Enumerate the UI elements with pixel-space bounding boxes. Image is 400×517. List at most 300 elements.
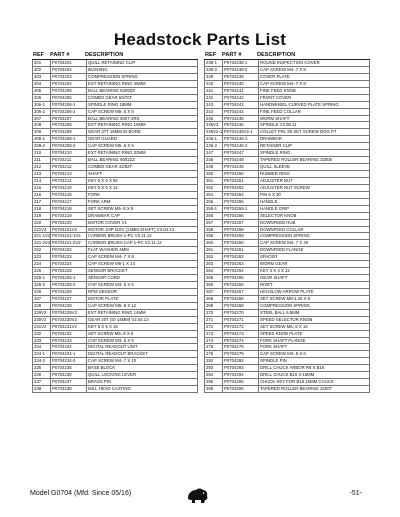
description-cell: EXT RETAINING RING 45MM xyxy=(86,81,198,87)
description-cell: BALL BEARING 6007-2RS xyxy=(86,116,198,122)
ref-cell: 234 xyxy=(32,344,50,350)
description-cell: FRONT COVER xyxy=(258,95,370,101)
ref-cell: 271 xyxy=(204,317,222,323)
description-cell: COMPRESSION SPRING xyxy=(86,74,198,80)
ref-cell: 261 xyxy=(204,247,222,253)
part-number-cell: P0704206 xyxy=(50,95,86,101)
part-number-cell: P0704254 xyxy=(222,192,258,198)
part-number-cell: P0704272 xyxy=(222,324,258,330)
description-cell: COVER PLATE xyxy=(258,74,370,80)
part-number-cell: P0704208 xyxy=(50,122,86,128)
description-cell: SENSOR BRACKET xyxy=(86,268,198,274)
description-cell: FORK xyxy=(86,192,198,198)
description-cell: EXT RETAINING RING 14MM xyxy=(86,310,198,316)
part-number-cell: P0704265 xyxy=(222,275,258,281)
description-cell: CAP SCREW M3-.5 X 6 xyxy=(86,338,198,344)
ref-cell: 294 xyxy=(204,372,222,378)
description-cell: SPEED SELECTOR KNOB xyxy=(258,317,370,323)
part-number-cell: P0704275 xyxy=(222,344,258,350)
table-row xyxy=(32,275,198,282)
part-number-cell: P0704246V2-1 xyxy=(222,129,258,135)
ref-cell: 206-1 xyxy=(32,102,50,108)
table-row xyxy=(204,240,370,247)
ref-cell: 255-1 xyxy=(204,206,222,212)
ref-cell: 228 xyxy=(32,303,50,309)
part-number-cell: P0704266 xyxy=(222,282,258,288)
description-cell: SPINDLE RING 18MM xyxy=(86,102,198,108)
ref-cell: 242 xyxy=(204,95,222,101)
table-row xyxy=(32,157,198,164)
part-number-cell: P0704258 xyxy=(222,227,258,233)
table-row xyxy=(204,220,370,227)
part-number-cell: P0704209 xyxy=(50,129,86,135)
table-row xyxy=(32,233,198,240)
table-row xyxy=(32,95,198,102)
ref-cell: 237 xyxy=(32,379,50,385)
part-number-cell: P0704246-2 xyxy=(222,143,258,149)
part-number-cell: P0704201 xyxy=(50,60,86,66)
ref-cell: 260 xyxy=(204,240,222,246)
table-row xyxy=(32,254,198,261)
description-cell: DRAWBAR xyxy=(258,136,370,142)
table-row xyxy=(32,324,198,331)
ref-cell: 225 xyxy=(32,268,50,274)
ref-cell: 226 xyxy=(32,289,50,295)
description-cell: CAP SCREW M4-.7 X 8 xyxy=(86,254,198,260)
ref-cell: 255 xyxy=(204,199,222,205)
description-cell: SPINDLE RING xyxy=(258,150,370,156)
ref-cell: 225-1 xyxy=(32,275,50,281)
table-row xyxy=(32,261,198,268)
part-number-cell: P0704225-1 xyxy=(50,275,86,281)
part-number-cell: P0704260 xyxy=(222,240,258,246)
table-row xyxy=(32,386,198,393)
table-row xyxy=(32,74,198,81)
page-number: -51- xyxy=(349,490,362,497)
part-number-cell: P0704221V3 xyxy=(50,227,86,233)
part-number-cell: P0704296 xyxy=(222,386,258,392)
ref-cell: 210 xyxy=(32,150,50,156)
ref-cell: 212 xyxy=(32,164,50,170)
description-cell: DRILL CHUCK B16 3-16MM xyxy=(258,372,370,378)
part-number-cell: P0704219 xyxy=(50,213,86,219)
ref-cell: 241 xyxy=(204,88,222,94)
description-cell: FINE FEED KNOB xyxy=(258,88,370,94)
description-cell: WORM SHAFT xyxy=(258,116,370,122)
ref-cell: 259 xyxy=(204,233,222,239)
part-number-cell: P0704232 xyxy=(50,331,86,337)
table-row xyxy=(204,338,370,345)
table-row xyxy=(204,310,370,317)
description-cell: FORK SHAFT FLANGE xyxy=(258,338,370,344)
table-row xyxy=(204,102,370,109)
part-number-cell: P0704245 xyxy=(222,116,258,122)
part-number-cell: P0704209-1 xyxy=(50,136,86,142)
description-cell: SET SCREW M5-.8 X 16 xyxy=(258,324,370,330)
part-number-cell: P0704251 xyxy=(222,178,258,184)
ref-cell: 267 xyxy=(204,289,222,295)
part-number-cell: P0704238-2 xyxy=(222,67,258,73)
part-number-cell: P0704210 xyxy=(50,150,86,156)
description-cell: EXT RETAINING RING 32MM xyxy=(86,150,198,156)
ref-cell: 248 xyxy=(204,157,222,163)
ref-cell: 205 xyxy=(32,88,50,94)
part-number-cell: P0704249 xyxy=(222,164,258,170)
ref-cell: 206 xyxy=(32,95,50,101)
ref-cell: 293 xyxy=(204,365,222,371)
description-cell: DOWNFEED COLLAR xyxy=(258,227,370,233)
part-number-cell: P0704246 xyxy=(222,122,258,128)
description-cell: SELECTOR KNOB xyxy=(258,213,370,219)
description-cell: DRILL CHUCK ARBOR R8 X B16 xyxy=(258,365,370,371)
description-cell: HANDLE GRIP xyxy=(258,206,370,212)
table-row xyxy=(32,192,198,199)
table-row xyxy=(32,129,198,136)
ref-cell: 246-1 xyxy=(204,136,222,142)
table-row xyxy=(32,109,198,116)
ref-cell: 272 xyxy=(204,324,222,330)
part-number-cell: P0704231V2 xyxy=(50,324,86,330)
table-row xyxy=(204,178,370,185)
table-row xyxy=(32,164,198,171)
ref-cell: 221-1V2 xyxy=(34,233,50,239)
ref-cell: 236 xyxy=(32,372,50,378)
model-label: Model G0704 (Mfd. Since 05/16) xyxy=(30,490,132,497)
ref-cell: 258 xyxy=(204,227,222,233)
description-cell: MOTOR 1HP 110V (14MM SHAFT) V3.04.13 xyxy=(86,227,198,233)
part-number-cell: P0704239 xyxy=(222,74,258,80)
ref-cell: 266 xyxy=(204,282,222,288)
description-cell: COMBO GEAR 60/70T xyxy=(86,95,198,101)
ref-cell: 251 xyxy=(204,178,222,184)
description-cell: SPACER xyxy=(258,254,370,260)
table-row xyxy=(204,344,370,351)
description-cell: KEY 5 X 5 X 50 xyxy=(86,178,198,184)
ref-cell: 224 xyxy=(32,261,50,267)
table-row xyxy=(32,220,198,227)
table-row xyxy=(204,233,370,240)
table-row xyxy=(204,324,370,331)
ref-cell: 249 xyxy=(204,164,222,170)
ref-cell: 295 xyxy=(204,379,222,385)
description-cell: TAPERED ROLLER BEARING 32005 xyxy=(258,157,370,163)
ref-cell: 263 xyxy=(204,261,222,267)
part-number-cell: P0704213 xyxy=(50,171,86,177)
description-cell: MOTOR PLATE xyxy=(86,296,198,302)
ref-cell: 202 xyxy=(32,67,50,73)
part-number-cell: P0704261 xyxy=(222,247,258,253)
ref-cell: 229V2 xyxy=(32,310,50,316)
parts-tables xyxy=(32,51,370,393)
ref-cell: 203 xyxy=(32,74,50,80)
table-row xyxy=(204,95,370,102)
table-row xyxy=(204,136,370,143)
table-row xyxy=(32,268,198,275)
ref-cell: 223 xyxy=(32,254,50,260)
part-number-cell: P0704223 xyxy=(50,254,86,260)
table-header xyxy=(32,51,198,60)
table-row xyxy=(32,317,198,324)
table-row xyxy=(204,331,370,338)
ref-cell: 204 xyxy=(32,81,50,87)
part-number-cell: P0704225 xyxy=(50,268,86,274)
part-number-cell: P0704243 xyxy=(222,102,258,108)
part-number-cell: P0704263 xyxy=(222,261,258,267)
description-cell: SET SCREW M5-.8 X 8 xyxy=(86,206,198,212)
description-cell: QUILL SLEEVE xyxy=(258,164,370,170)
ref-cell: 209-1 xyxy=(32,136,50,142)
part-number-cell: P0704248 xyxy=(222,157,258,163)
part-number-cell: P0704205 xyxy=(50,88,86,94)
table-row xyxy=(204,74,370,81)
table-row xyxy=(32,67,198,74)
description-cell: WORM GEAR xyxy=(258,261,370,267)
table-row xyxy=(32,331,198,338)
table-row xyxy=(204,372,370,379)
part-number-cell: P0704233 xyxy=(50,338,86,344)
part-number-cell: P0704247 xyxy=(222,150,258,156)
part-number-cell: P0704211 xyxy=(50,157,86,163)
part-number-cell: P0704221-1V2 xyxy=(50,233,86,239)
description-cell: BRASS PIN xyxy=(86,379,198,385)
description-cell: SPEED KNOB PLATE xyxy=(258,331,370,337)
part-number-cell: P0704216 xyxy=(50,192,86,198)
ref-cell: 254 xyxy=(204,192,222,198)
part-number-cell: P0704250 xyxy=(222,171,258,177)
ref-cell: 245 xyxy=(204,116,222,122)
header-part: PART # xyxy=(50,52,70,58)
table-row xyxy=(204,192,370,199)
table-row xyxy=(204,88,370,95)
description-cell: GEAR GUARD xyxy=(86,136,198,142)
description-cell: RIVET xyxy=(258,282,370,288)
ref-cell: 215 xyxy=(32,185,50,191)
ref-cell: 246V2 xyxy=(204,122,222,128)
description-cell: STEEL BALL 6.5MM xyxy=(258,310,370,316)
part-number-cell: P0704240 xyxy=(222,81,258,87)
ref-cell: 262 xyxy=(204,254,222,260)
part-number-cell: P0704256 xyxy=(222,213,258,219)
table-row xyxy=(32,365,198,372)
ref-cell: 233 xyxy=(32,338,50,344)
table-row xyxy=(204,289,370,296)
table-row xyxy=(204,296,370,303)
table-row xyxy=(32,289,198,296)
description-cell: CAP SCREW M4-.7 X 8 xyxy=(258,81,370,87)
description-cell: ROUND INSPECTION COVER xyxy=(258,60,370,66)
ref-cell: 227 xyxy=(32,296,50,302)
ref-cell: 222 xyxy=(32,247,50,253)
table-row xyxy=(32,143,198,150)
ref-cell: 246V2-1 xyxy=(206,129,222,135)
table-row xyxy=(204,116,370,123)
ref-cell: 207 xyxy=(32,116,50,122)
description-cell: FORK SHAFT xyxy=(258,344,370,350)
table-row xyxy=(32,296,198,303)
part-number-cell: P0704234-1 xyxy=(50,351,86,357)
ref-cell: 234-1 xyxy=(32,351,50,357)
ref-cell: 213 xyxy=(32,171,50,177)
part-number-cell: P0704215 xyxy=(50,185,86,191)
ref-cell: 250 xyxy=(204,171,222,177)
description-cell: CAP SCREW M3-.5 X 6 xyxy=(258,351,370,357)
table-row xyxy=(32,136,198,143)
description-cell: CAP SCREW M6-1 X 14 xyxy=(86,261,198,267)
part-number-cell: P0704259 xyxy=(222,233,258,239)
table-row xyxy=(32,227,198,234)
part-number-cell: P0704228 xyxy=(50,303,86,309)
part-number-cell: P0704241 xyxy=(222,88,258,94)
part-number-cell: P0704204 xyxy=(50,81,86,87)
part-number-cell: P0704212 xyxy=(50,164,86,170)
grizzly-bear-logo-icon xyxy=(186,484,210,504)
table-row xyxy=(32,178,198,185)
ref-cell: 219 xyxy=(32,213,50,219)
ref-cell: 238-1 xyxy=(204,60,222,66)
table-row xyxy=(32,122,198,129)
part-number-cell: P0704237 xyxy=(50,379,86,385)
part-number-cell: P0704226 xyxy=(50,289,86,295)
ref-cell: 252 xyxy=(204,185,222,191)
description-cell: DOWNFEED HUB xyxy=(258,220,370,226)
part-number-cell: P0704267 xyxy=(222,289,258,295)
table-row xyxy=(32,310,198,317)
table-row xyxy=(204,247,370,254)
description-cell: COMBO GEAR 42/82T xyxy=(86,164,198,170)
description-cell: COMPRESSION SPRING xyxy=(258,233,370,239)
ref-cell: 230V2 xyxy=(32,317,50,323)
ref-cell: 256 xyxy=(204,213,222,219)
ref-cell: 235 xyxy=(32,365,50,371)
part-number-cell: P0704203 xyxy=(50,74,86,80)
description-cell: SPINDLE PIN xyxy=(258,358,370,364)
ref-cell: 257 xyxy=(204,220,222,226)
table-row xyxy=(204,143,370,150)
part-number-cell: P0704292 xyxy=(222,358,258,364)
part-number-cell: P0704276 xyxy=(222,351,258,357)
ref-cell: 268 xyxy=(204,296,222,302)
ref-cell: 264 xyxy=(204,268,222,274)
ref-cell: 243 xyxy=(204,102,222,108)
part-number-cell: P0704270 xyxy=(222,310,258,316)
table-row xyxy=(32,81,198,88)
part-number-cell: P0704293 xyxy=(222,365,258,371)
ref-cell: 274 xyxy=(204,338,222,344)
description-cell: ADJUSTER NUT xyxy=(258,178,370,184)
table-row xyxy=(204,60,370,67)
table-row xyxy=(32,338,198,345)
ref-cell: 232 xyxy=(32,331,50,337)
part-number-cell: P0704238-1 xyxy=(222,60,258,66)
part-number-cell: P0704234-2 xyxy=(50,358,86,364)
table-row xyxy=(32,282,198,289)
description-cell: COLLET PIN, MI SET SCREW DOG PT xyxy=(258,129,370,135)
description-cell: GEAR SHAFT xyxy=(258,275,370,281)
description-cell: COMPRESSION SPRING xyxy=(258,303,370,309)
table-row xyxy=(32,171,198,178)
table-row xyxy=(32,150,198,157)
ref-cell: 221V3 xyxy=(32,227,50,233)
description-cell: KEY 5 X 5 X 15 xyxy=(86,324,198,330)
description-cell: DRAWBAR CAP xyxy=(86,213,198,219)
description-cell: BALL BEARING 6002ZZ xyxy=(86,157,198,163)
part-number-cell: P0704209-2 xyxy=(50,143,86,149)
description-cell: RETAINER CLIP xyxy=(258,143,370,149)
parts-table-left xyxy=(32,51,198,393)
description-cell: FLAT WASHER 4MM xyxy=(86,247,198,253)
part-number-cell: P0704244 xyxy=(222,109,258,115)
header-description: DESCRIPTION xyxy=(257,52,296,58)
part-number-cell: P0704224 xyxy=(50,261,86,267)
description-cell: CAP SCREW M3-.5 X 6 xyxy=(86,282,198,288)
description-cell: SENSOR CORD xyxy=(86,275,198,281)
part-number-cell: P0704262 xyxy=(222,254,258,260)
part-number-cell: P0704206-1 xyxy=(50,102,86,108)
table-row xyxy=(32,88,198,95)
table-row xyxy=(204,199,370,206)
table-row xyxy=(32,213,198,220)
table-row xyxy=(204,67,370,74)
part-number-cell: P0704271 xyxy=(222,317,258,323)
table-row xyxy=(204,171,370,178)
part-number-cell: P0704246-1 xyxy=(222,136,258,142)
table-row xyxy=(204,261,370,268)
table-row xyxy=(204,282,370,289)
ref-cell: 209 xyxy=(32,129,50,135)
ref-cell: 217 xyxy=(32,199,50,205)
ref-cell: 218 xyxy=(32,206,50,212)
ref-cell: 208 xyxy=(32,122,50,128)
description-cell: SET SCREW M5-.8 X 6 xyxy=(86,331,198,337)
table-row xyxy=(32,247,198,254)
description-cell: RUBBER RING xyxy=(258,171,370,177)
part-number-cell: P0704255 xyxy=(222,199,258,205)
description-cell: SET SCREW M8-1.25 X 8 xyxy=(258,296,370,302)
part-number-cell: P0704229V2 xyxy=(50,310,86,316)
part-number-cell: P0704252 xyxy=(222,185,258,191)
description-cell: CAP SCREW M4-.7 X 10 xyxy=(86,358,198,364)
table-row xyxy=(204,351,370,358)
description-cell: DIGITAL READOUT UNIT xyxy=(86,344,198,350)
part-number-cell: P0704236 xyxy=(50,372,86,378)
description-cell: BALL BEARING 6209ZZ xyxy=(86,88,198,94)
ref-cell: 246-2 xyxy=(204,143,222,149)
description-cell: QUILL RETAINING CLIP xyxy=(86,60,198,66)
description-cell: CAP SCREW M5-.5 X 6 xyxy=(86,143,198,149)
table-row xyxy=(204,150,370,157)
ref-cell: 244 xyxy=(204,109,222,115)
ref-cell: 216 xyxy=(32,192,50,198)
description-cell: BASE BLOCK xyxy=(86,365,198,371)
ref-cell: 225-2 xyxy=(32,282,50,288)
description-cell: MILL HEAD CASTING xyxy=(86,386,198,392)
part-number-cell: P0704255-1 xyxy=(222,206,258,212)
table-row xyxy=(32,240,198,247)
part-number-cell: P0704234 xyxy=(50,344,86,350)
table-row xyxy=(204,109,370,116)
description-cell: GEAR 20T (ID 14MM) V2.04.13 xyxy=(86,317,198,323)
table-row xyxy=(204,164,370,171)
part-number-cell: P0704273 xyxy=(222,331,258,337)
description-cell: CAP SCREW M5-.8 X 12 xyxy=(86,303,198,309)
table-row xyxy=(32,344,198,351)
ref-cell: 238 xyxy=(32,386,50,392)
part-number-cell: P0704220 xyxy=(50,220,86,226)
ref-cell: 211 xyxy=(32,157,50,163)
table-row xyxy=(204,303,370,310)
part-number-cell: P0704242 xyxy=(222,95,258,101)
header-description: DESCRIPTION xyxy=(85,52,124,58)
